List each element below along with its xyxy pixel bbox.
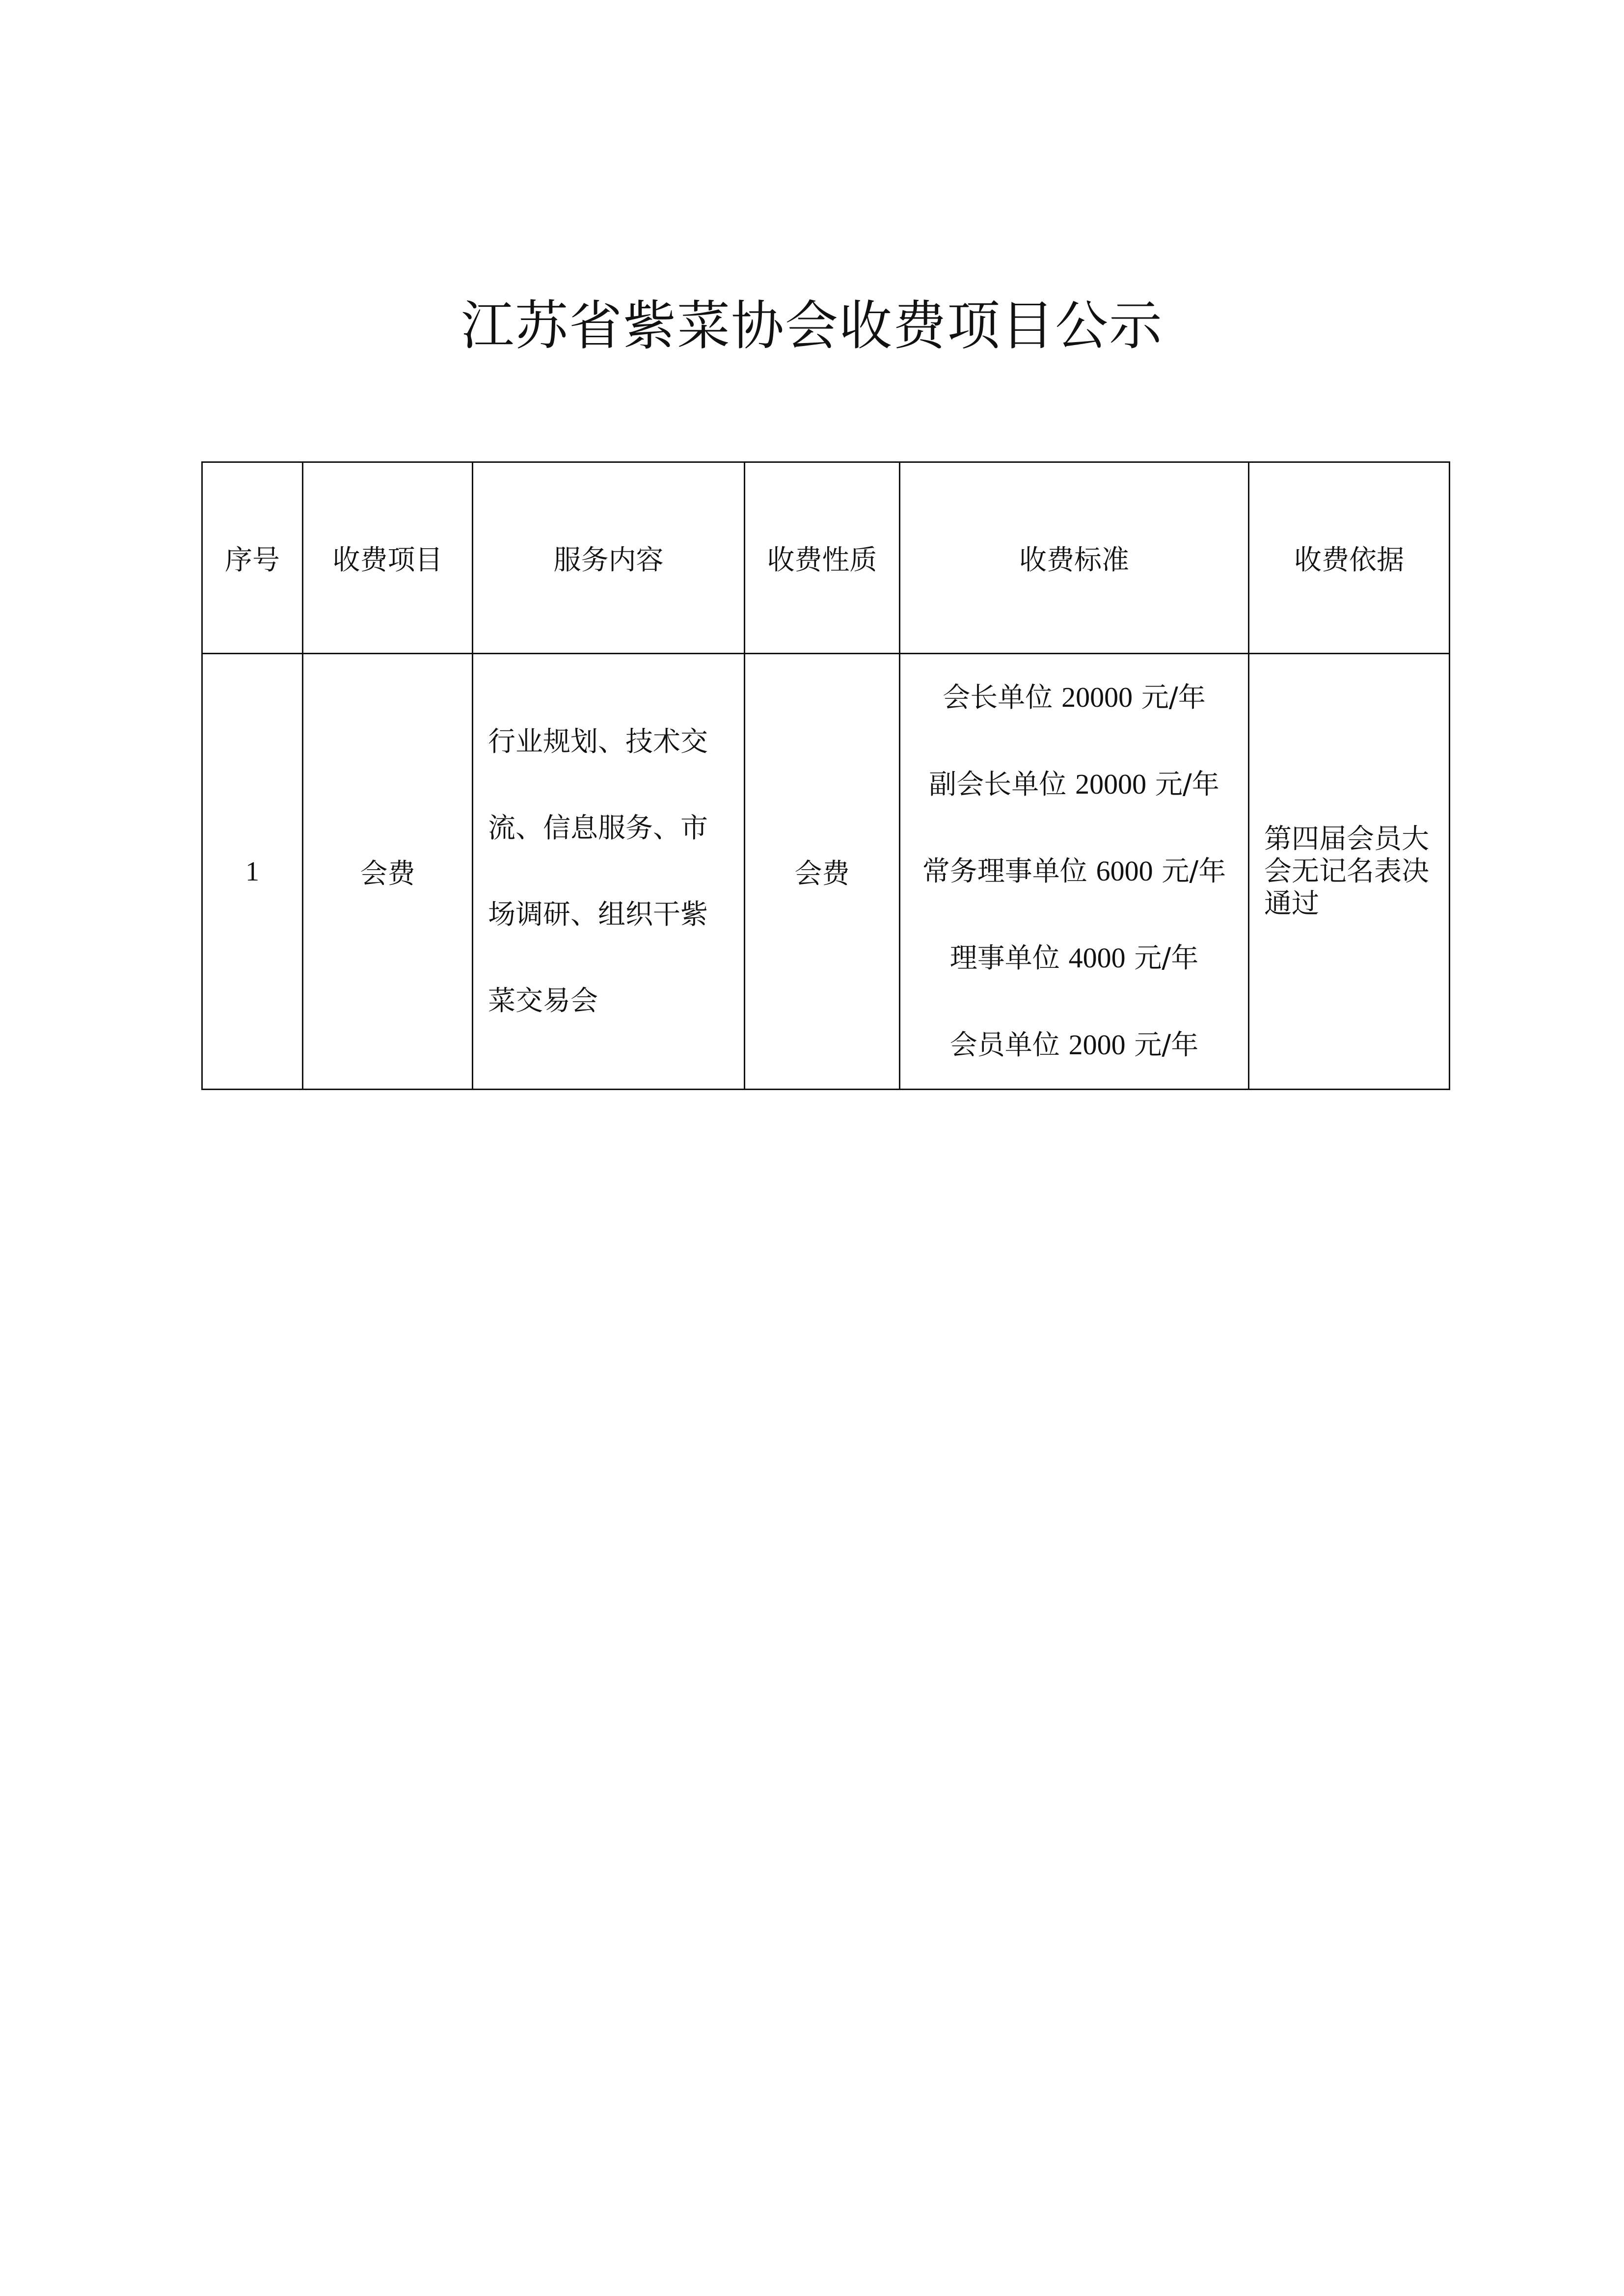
page-title: 江苏省紫菜协会收费项目公示 [460, 295, 1163, 357]
cell-nature: 会费 [745, 654, 900, 1090]
standard-label: 常务理事单位 [922, 855, 1087, 887]
standard-line [900, 828, 1248, 915]
standard-unit: 元/年 [1141, 682, 1206, 714]
standard-line [900, 654, 1248, 741]
standard-line [900, 741, 1248, 828]
header-basis: 收费依据 [1249, 462, 1450, 654]
standard-amount: 2000 [1068, 1029, 1126, 1061]
standard-line [900, 915, 1248, 1002]
cell-standard [900, 654, 1249, 1090]
standard-line [900, 1002, 1248, 1089]
header-standard: 收费标准 [900, 462, 1249, 654]
standard-label: 会员单位 [949, 1029, 1060, 1061]
header-item: 收费项目 [303, 462, 473, 654]
cell-item: 会费 [303, 654, 473, 1090]
basis-text: 第四届会员大会无记名表决通过 [1264, 823, 1429, 920]
cell-service [473, 654, 745, 1090]
table-row [202, 654, 1450, 1090]
header-service: 服务内容 [473, 462, 745, 654]
standard-label: 理事单位 [949, 942, 1060, 974]
header-nature: 收费性质 [745, 462, 900, 654]
standard-label: 副会长单位 [929, 769, 1067, 801]
standard-amount: 6000 [1096, 855, 1153, 887]
header-index: 序号 [202, 462, 303, 654]
table-header-row [202, 462, 1450, 654]
cell-basis [1249, 654, 1450, 1090]
standard-amount: 20000 [1061, 681, 1133, 713]
standard-label: 会长单位 [943, 682, 1053, 714]
standard-unit: 元/年 [1134, 1029, 1199, 1061]
standard-unit: 元/年 [1134, 942, 1199, 974]
standard-unit: 元/年 [1162, 855, 1226, 887]
fee-table [201, 461, 1450, 1090]
standard-amount: 20000 [1075, 768, 1147, 800]
standard-unit: 元/年 [1155, 769, 1219, 801]
service-text: 行业规划、技术交流、信息服务、市场调研、组织干紫菜交易会 [488, 725, 708, 1017]
cell-index: 1 [202, 654, 303, 1090]
standard-amount: 4000 [1068, 942, 1126, 974]
